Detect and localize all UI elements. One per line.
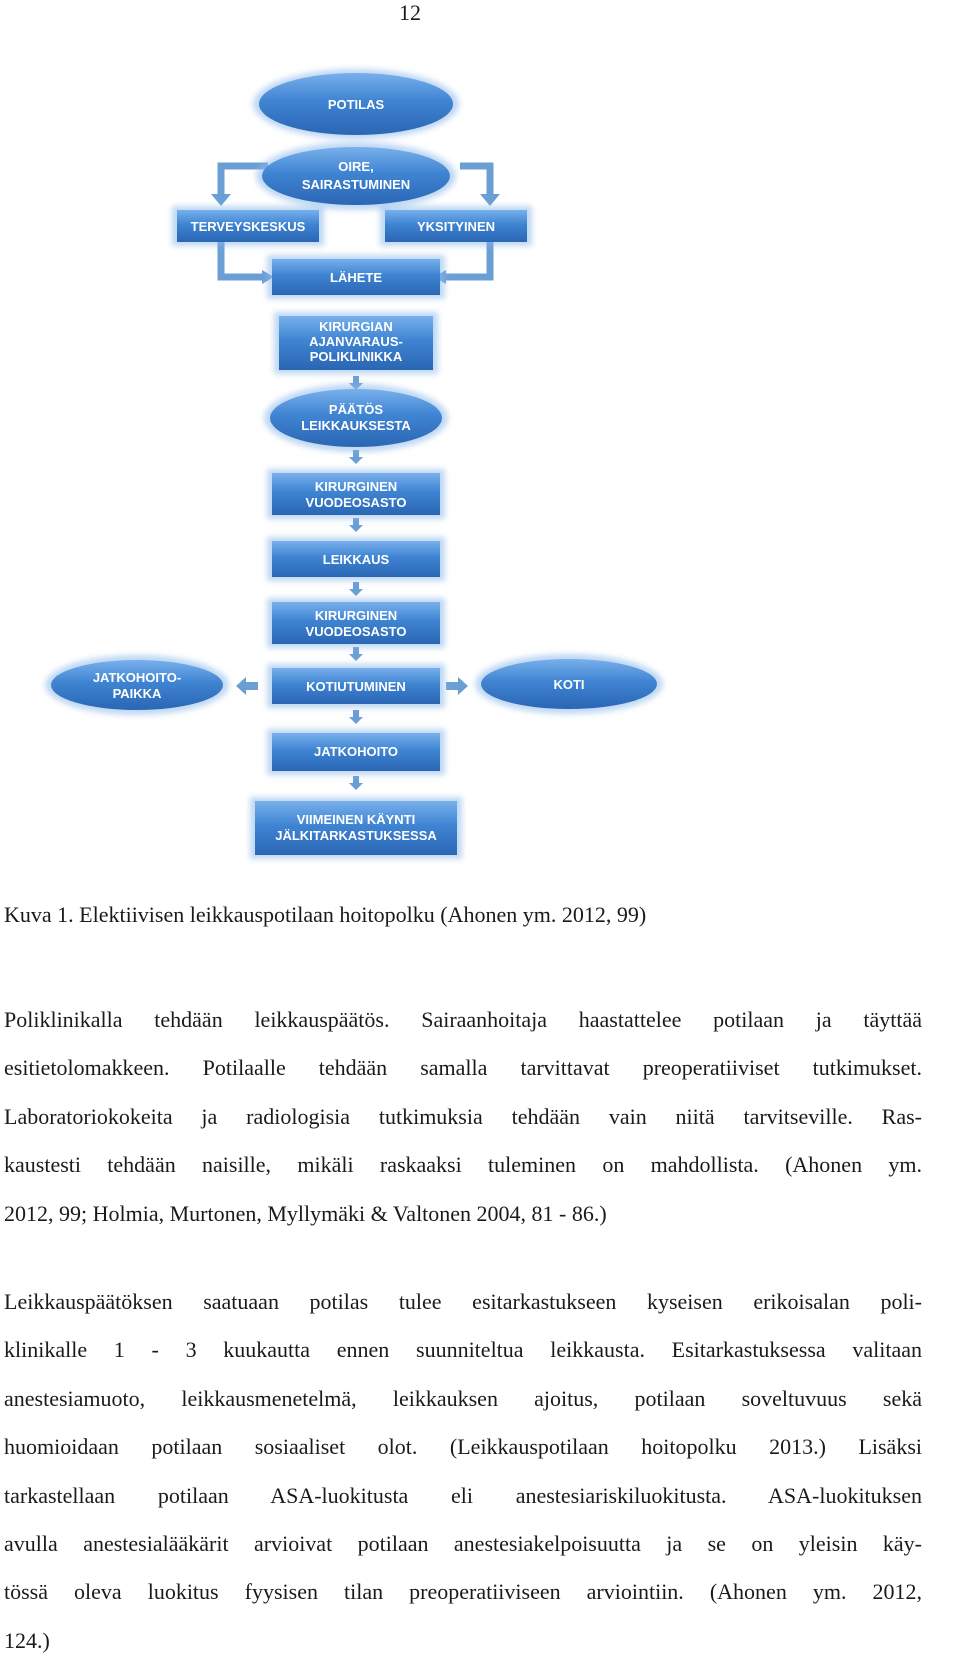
node-kotiutuminen-label: KOTIUTUMINEN — [306, 679, 406, 694]
paragraph-2 — [4, 1278, 922, 1665]
node-yksityinen — [380, 206, 532, 246]
node-viimeinen-kaynti-label-2: JÄLKITARKASTUKSESSA — [275, 828, 437, 843]
paragraph-2-line: huomioidaan potilaan sosiaaliset olot. (Leikkauspotilaan hoitopolku 2013.) Lisäksi — [4, 1434, 922, 1460]
node-vuodeosasto-2 — [267, 598, 445, 648]
arrow-down-icon — [349, 582, 363, 596]
node-viimeinen-kaynti-label-1: VIIMEINEN KÄYNTI — [296, 812, 416, 827]
arrow-left-icon — [236, 677, 258, 695]
node-leikkaus — [267, 537, 445, 581]
paragraph-1-line: esitietolomakkeen. Potilaalle tehdään samalla tarvittavat preoperatiiviset tutkimukset. — [4, 1055, 922, 1081]
node-oire-label-1: OIRE, — [338, 159, 374, 174]
node-paatos — [264, 384, 448, 452]
node-potilas — [253, 69, 459, 139]
node-potilas-label: POTILAS — [327, 97, 385, 112]
paragraph-1 — [4, 996, 922, 1238]
paragraph-2-line: klinikalle 1 - 3 kuukautta ennen suunniteltua leikkausta. Esitarkastuksessa valitaan — [4, 1337, 922, 1363]
node-vuodeosasto-2-label-2: VUODEOSASTO — [305, 624, 407, 639]
node-vuodeosasto-1-label-1: KIRURGINEN — [314, 479, 398, 494]
node-vuodeosasto-1-label-2: VUODEOSASTO — [305, 495, 407, 510]
arrow-down-icon — [349, 710, 363, 724]
paragraph-2-line: anestesiamuoto, leikkausmenetelmä, leikkauksen ajoitus, potilaan soveltuvuus sekä — [4, 1385, 922, 1411]
node-oire — [256, 142, 456, 210]
node-yksityinen-label: YKSITYINEN — [416, 219, 496, 234]
paragraph-2-line: tarkastellaan potilaan ASA-luokitusta eli anestesiariskiluokitusta. ASA-luokituksen — [4, 1482, 922, 1508]
node-vuodeosasto-2-label-1: KIRURGINEN — [314, 608, 398, 623]
arrow-right-icon — [446, 677, 468, 695]
node-poliklinikka-label-3: POLIKLINIKKA — [309, 349, 403, 364]
node-paatos-label-2: LEIKKAUKSESTA — [301, 418, 411, 433]
page-number: 12 — [399, 0, 421, 25]
node-koti-label: KOTI — [553, 677, 585, 692]
figure-caption: Kuva 1. Elektiivisen leikkauspotilaan hoitopolku (Ahonen ym. 2012, 99) — [4, 902, 647, 927]
arrow-head-right-1 — [480, 194, 500, 206]
paragraph-2-line: Leikkauspäätöksen saatuaan potilas tulee esitarkastukseen kyseisen erikoisalan poli- — [4, 1289, 922, 1314]
node-koti — [475, 654, 663, 714]
paragraph-1-line: kaustesti tehdään naisille, mikäli raskaaksi tuleminen on mahdollista. (Ahonen ym. — [4, 1152, 922, 1178]
arrow-down-icon — [349, 518, 363, 532]
node-jatkohoitopaikka-label-1: JATKOHOITO- — [92, 670, 182, 685]
node-terveyskeskus-label: TERVEYSKESKUS — [190, 219, 306, 234]
node-kotiutuminen — [267, 664, 445, 708]
node-paatos-label-1: PÄÄTÖS — [328, 402, 384, 417]
paragraph-1-line: 2012, 99; Holmia, Murtonen, Myllymäki & Valtonen 2004, 81 - 86.) — [4, 1200, 607, 1226]
arrow-down-icon — [349, 450, 363, 464]
node-vuodeosasto-1 — [267, 469, 445, 519]
paragraph-2-line: avulla anestesialääkärit arvioivat potilaan anestesiakelpoisuutta ja se on yleisin käy- — [4, 1531, 922, 1557]
paragraph-1-line: Laboratoriokokeita ja radiologisia tutkimuksia tehdään vain niitä tarvitseville. Ras- — [4, 1103, 922, 1129]
node-leikkaus-label: LEIKKAUS — [322, 552, 390, 567]
node-terveyskeskus — [172, 206, 324, 246]
node-lahete-label: LÄHETE — [330, 270, 382, 285]
arrow-head-left-1 — [211, 194, 231, 206]
node-lahete — [267, 255, 445, 299]
arrow-down-icon — [349, 776, 363, 790]
node-jatkohoito — [267, 729, 445, 775]
paragraph-2-line: tössä oleva luokitus fyysisen tilan preoperatiiviseen arviointiin. (Ahonen ym. 2012, — [4, 1579, 922, 1605]
node-jatkohoitopaikka — [45, 655, 229, 715]
arrow-down-icon — [349, 647, 363, 661]
node-poliklinikka-label-2: AJANVARAUS- — [309, 334, 403, 349]
node-poliklinikka — [274, 312, 438, 374]
node-poliklinikka-label-1: KIRURGIAN — [319, 319, 393, 334]
paragraph-2-line: 124.) — [4, 1627, 50, 1653]
node-jatkohoitopaikka-label-2: PAIKKA — [112, 686, 162, 701]
node-jatkohoito-label: JATKOHOITO — [313, 744, 399, 759]
paragraph-1-line: Poliklinikalla tehdään leikkauspäätös. Sairaanhoitaja haastattelee potilaan ja täyttää — [4, 1007, 922, 1032]
node-oire-label-2: SAIRASTUMINEN — [301, 177, 411, 192]
node-viimeinen-kaynti — [250, 797, 462, 859]
